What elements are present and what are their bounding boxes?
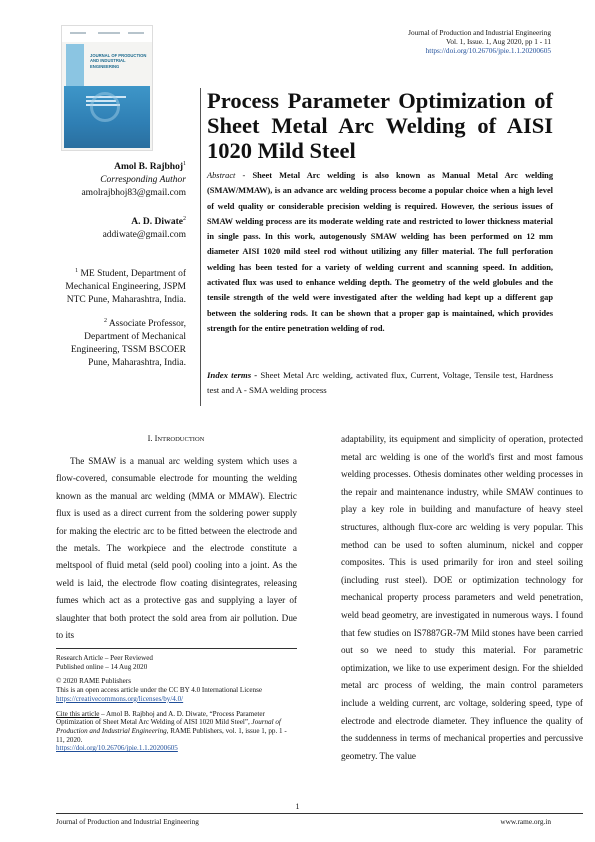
page-number: 1: [295, 802, 300, 811]
author-1: [60, 158, 186, 174]
author-1-sup: 1: [183, 161, 186, 167]
index-terms-label: Index terms -: [207, 370, 258, 380]
gear-icon: [90, 92, 120, 122]
section-heading: I. INTRODUCTION: [147, 434, 205, 443]
body-column-right: adaptability, its equipment and simplicity of operation, protected metal arc welding is one of the world's first and most famous welding processes. Othesis dominates other welding processes in the repair and maintenance industry, while SMAW continues to play a key role in building and manufacture of heavy steel structures, although flux-core arc welding is very popular. This method can be used to soften aluminum, nickel and copper composites. This is used primarily for iron and steel soiling (including rust steel). DOE or optimization technology for mechanical property process parameters and weld penetration, weld bead geometry, are investigated in numerous ways. I found that few studies on IS7887GR-7M Mild stones have been carried out so we need to study this material. For parametric optimization, we like to use experiment design. For the shielded metal arc process of welding, the main control parameters include a welding current, arc voltage, soldering speed, type of electrode and electrode diameter. They influence the quality of the suddenness in terms of mechanical properties and percussive geometry. The value: [341, 434, 583, 761]
vertical-divider: [200, 88, 201, 406]
cite-journal: Journal of Production and Industrial Engineering: [56, 718, 281, 735]
affiliation-1-text: ME Student, Department of Mechanical Engineering, JSPM NTC Pune, Maharashtra, India.: [65, 269, 186, 306]
header-journal: Journal of Production and Industrial Engineering: [408, 28, 551, 37]
license-link[interactable]: https://creativecommons.org/licenses/by/4.0/: [56, 694, 184, 703]
paper-title: Process Parameter Optimization of Sheet Metal Arc Welding of AISI 1020 Mild Steel: [207, 88, 553, 163]
affiliation-1: [60, 265, 186, 307]
header-volume: Vol. 1, Issue. 1, Aug 2020, pp 1 - 11: [446, 37, 551, 46]
citation: [56, 710, 297, 754]
index-terms-text: Sheet Metal Arc welding, activated flux, Current, Voltage, Tensile test, Hardness test and A - SMA welding process: [207, 370, 553, 396]
cover-journal-title: JOURNAL OF PRODUCTION AND INDUSTRIAL ENGINEERING: [90, 53, 147, 69]
abstract: [207, 168, 553, 336]
cite-doi-link[interactable]: https://doi.org/10.26706/jpie.1.1.20200605: [56, 744, 178, 753]
body-column-left: The SMAW is a manual arc welding system which uses a flow-covered, consumable electrode for mounting the welding known as the manual arc welding (MMA or MMAW). Electric flux is used as a direct current from the soldering power supply for making the electric arc to be fitted between the electrode and the metals. The workpiece and the electrode constitute a meltspool of fluid metal (seld pool) cooling into a joint. As the weld is laid, the electrode flow coating disintegrates, releasing fumes which act as a protective gas and supplying a layer of slaughter that both protect the sold area from air pollution. Due to its: [56, 456, 297, 641]
cite-rest: , RAME Publishers, vol. 1, issue 1, pp. 1 - 11, 2020.: [56, 726, 287, 744]
author-2: [60, 213, 186, 229]
copyright: © 2020 RAME Publishers: [56, 677, 131, 686]
running-header: [408, 28, 551, 55]
affiliation-2-text: Associate Professor, Department of Mechanical Engineering, TSSM BSCOER Pune, Maharashtra, India.: [70, 319, 186, 369]
license-text: This is an open access article under the CC BY 4.0 International License: [56, 686, 262, 695]
author-1-role: Corresponding Author: [100, 175, 186, 186]
index-terms: [207, 368, 553, 399]
footer-journal: Journal of Production and Industrial Engineering: [56, 817, 199, 826]
cite-label: Cite this article: [56, 709, 100, 718]
footer-website[interactable]: www.rame.org.in: [500, 817, 551, 826]
affiliation-2: [60, 315, 186, 370]
author-2-name: A. D. Diwate: [131, 217, 183, 228]
author-block: [60, 158, 186, 242]
affiliation-1-sup: 1: [75, 268, 79, 274]
author-2-sup: 2: [183, 216, 186, 223]
journal-cover-image: [62, 26, 152, 150]
cite-authors: – Amol B. Rajbhoj and A. D. Diwate, “Process Parameter Optimization of Sheet Metal Arc Welding of AISI 1020 Mild Steel”,: [56, 709, 265, 727]
author-2-email[interactable]: addiwate@gmail.com: [102, 230, 186, 241]
affiliations: [60, 265, 186, 378]
footer-divider: [56, 813, 583, 814]
published-date: Published online – 14 Aug 2020: [56, 662, 148, 671]
abstract-label: Abstract -: [207, 171, 246, 180]
article-type: Research Article – Peer Reviewed: [56, 654, 153, 662]
footnote-block: [56, 654, 297, 759]
header-doi-link[interactable]: https://doi.org/10.26706/jpie.1.1.20200605: [425, 46, 551, 55]
footnote-divider: [56, 648, 297, 649]
author-1-name: Amol B. Rajbhoj: [114, 162, 183, 173]
author-1-email[interactable]: amolrajbhoj83@gmail.com: [81, 188, 186, 199]
abstract-text: Sheet Metal Arc welding is also known as Manual Metal Arc welding (SMAW/MMAW), is an advance arc welding process become a popular choice when a high level of weld quality or considerable precision welding is required. However, the serious issues of SMAW welding process are its moderate welding rate and restricted to lower thickness material in single pass. In this work, autogenously SMAW welding has been performed on 12 mm diameter AISI 1020 mild steel rod without utilizing any filler material. The full perforation welding has been tested for a variety of welding current and scanning speed. In addition, activated flux was used to enhance welding depth. The geometry of the weld globules and the tensile strength of the weld were investigated after the welding had kept up a different gap between the soldering rods. It can be shown that a proper gap is maintained, which provides strength for the entire penetration welding of rod.: [207, 171, 554, 333]
affiliation-2-sup: 2: [103, 318, 107, 325]
